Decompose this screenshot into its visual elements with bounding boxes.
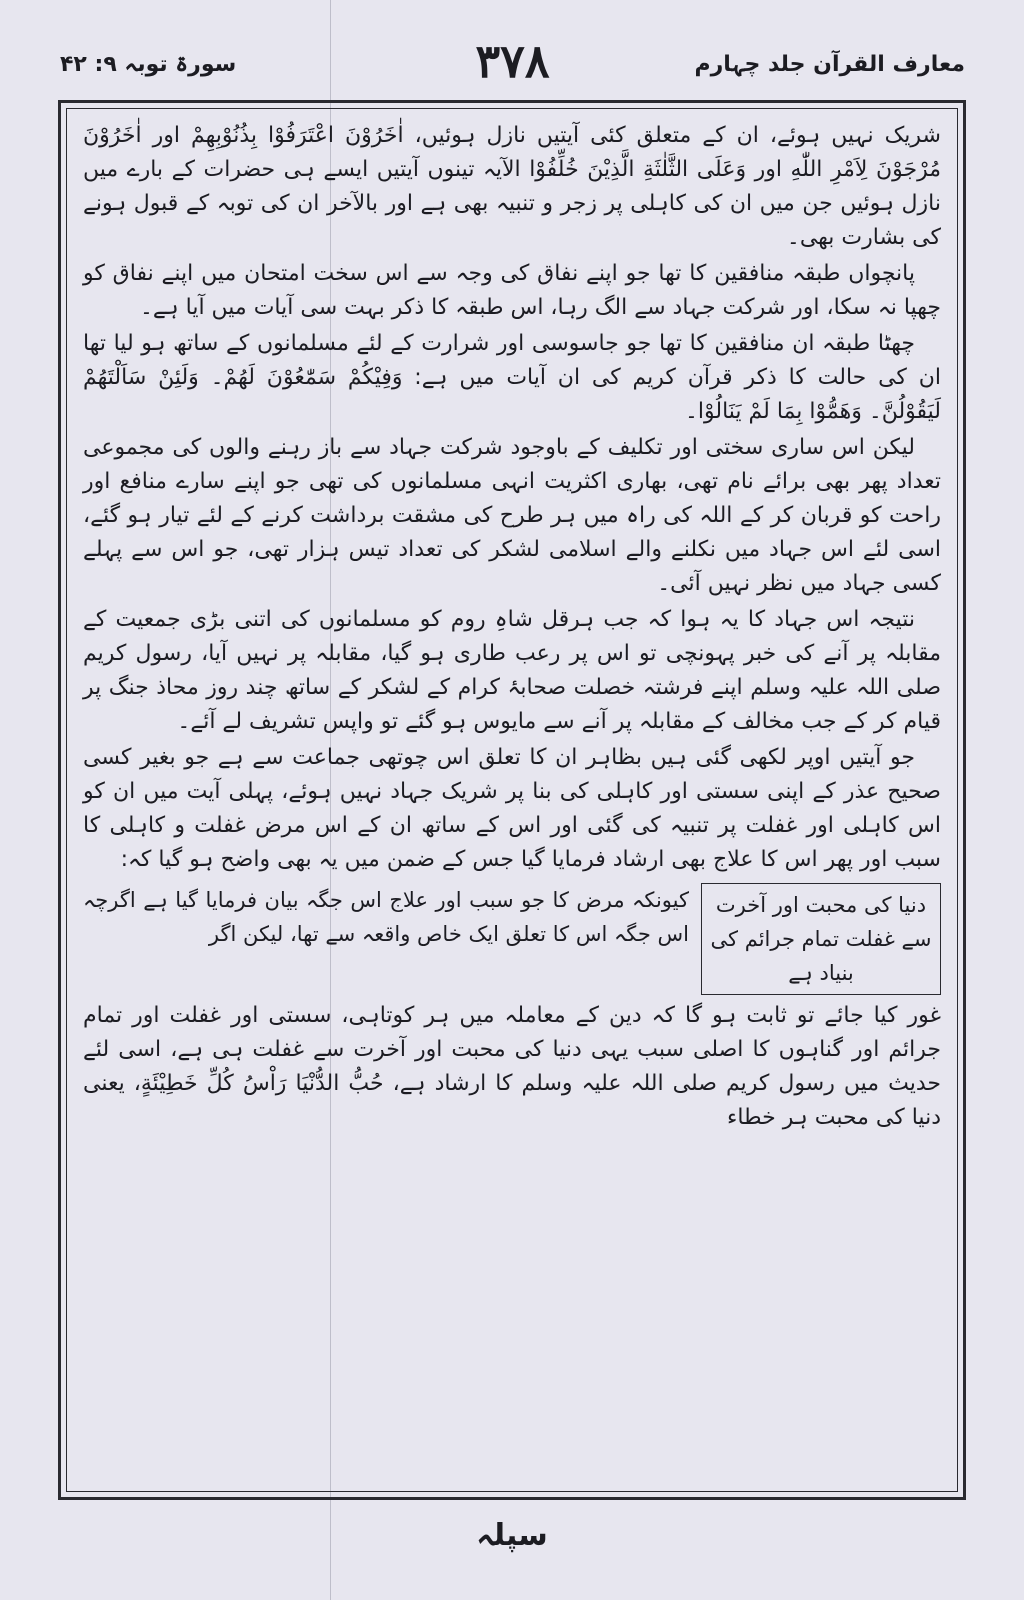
boxed-heading-row [83,883,941,995]
paragraph: جو آیتیں اوپر لکھی گئی ہیں بظاہر ان کا تعلق اس چوتھی جماعت سے ہے جو بغیر کسی صحیح عذر کے اپنی سستی اور کاہلی کی بنا پر شریک جہاد نہیں ہوئے، پہلی آیت میں ان کو اس کاہلی اور غفلت پر تنبیہ کی گئی اور اس کے ساتھ ان کے اس مرض غفلت و کاہلی کا سبب اور پھر اس کا علاج بھی ارشاد فرمایا گیا جس کے ضمن میں یہ بھی واضح ہو گیا کہ: [83,745,941,872]
paragraph: لیکن اس ساری سختی اور تکلیف کے باوجود شرکت جہاد سے باز رہنے والوں کی مجموعی تعداد پھر بھی برائے نام تھی، بھاری اکثریت انہی مسلمانوں کی تھی جو اپنے سارے منافع اور راحت کو قربان کر کے اللہ کی راہ میں ہر طرح کی مشقت برداشت کرنے کے لئے تیار ہو گئے، اسی لئے اس جہاد میں نکلنے والے اسلامی لشکر کی تعداد تیس ہزار تھی، جو اس سے پہلے کسی جہاد میں نظر نہیں آئی۔ [83,435,941,596]
boxed-heading: دنیا کی محبت اور آخرت سے غفلت تمام جرائم کی بنیاد ہے [701,883,941,995]
closing-paragraph: غور کیا جائے تو ثابت ہو گا کہ دین کے معاملہ میں ہر کوتاہی، سستی اور غفلت اور تمام جرائم اور گناہوں کا اصلی سبب یہی دنیا کی محبت اور آخرت سے غفلت ہی ہے، اسی لئے حدیث میں رسول کریم صلی اللہ علیہ وسلم کا ارشاد ہے، حُبُّ الدُّنْيَا رَاْسُ كُلِّ خَطِيْئَةٍ، یعنی دنیا کی محبت ہر خطاء [83,1003,941,1130]
page-number: ۳۷۸ [475,34,550,88]
footer-mark: سپلہ [476,1518,548,1553]
page-body [66,108,958,1492]
paragraph: چھٹا طبقہ ان منافقین کا تھا جو جاسوسی اور شرارت کے لئے مسلمانوں کے ساتھ ہو لیا تھا ان کی حالت کا ذکر قرآن کریم کی ان آیات میں ہے: وَفِيْكُمْ سَمّٰعُوْنَ لَهُمْ۔ وَلَئِنْ سَاَلْتَهُمْ لَيَقُوْلُنَّ۔ وَهَمُّوْا بِمَا لَمْ يَنَالُوْا۔ [83,331,941,424]
boxed-paragraph: کیونکہ مرض کا جو سبب اور علاج اس جگہ بیان فرمایا گیا ہے اگرچہ اس جگہ اس کا تعلق ایک خاص واقعہ سے تھا، لیکن اگر [83,888,689,946]
paragraph: شریک نہیں ہوئے، ان کے متعلق کئی آیتیں نازل ہوئیں، اٰخَرُوْنَ اعْتَرَفُوْا بِذُنُوْبِهِمْ اور اٰخَرُوْنَ مُرْجَوْنَ لِاَمْرِ اللّٰهِ اور وَعَلَى الثَّلٰثَةِ الَّذِيْنَ خُلِّفُوْا الآیہ تینوں آیتیں ایسے ہی حضرات کے بارے میں نازل ہوئیں جن میں ان کی کاہلی پر زجر و تنبیہ بھی ہے اور بالآخر ان کی توبہ کے قبول ہونے کی بشارت بھی۔ [83,123,941,250]
page-header [60,34,965,94]
surah-reference: سورۃ توبہ ۹: ۴۲ [60,52,237,77]
paragraph: نتیجہ اس جہاد کا یہ ہوا کہ جب ہرقل شاہِ روم کو مسلمانوں کی اتنی بڑی جمعیت کے مقابلہ پر آنے کی خبر پہونچی تو اس پر رعب طاری ہو گیا، مقابلہ پر نہیں آیا، رسول کریم صلی اللہ علیہ وسلم اپنے فرشتہ خصلت صحابۂ کرام کے لشکر کے ساتھ چند روز محاذ جنگ پر قیام کر کے جب مخالف کے مقابلہ پر آنے سے مایوس ہو گئے تو واپس تشریف لے آئے۔ [83,607,941,734]
book-title: معارف القرآن جلد چہارم [694,52,965,77]
paragraph: پانچواں طبقہ منافقین کا تھا جو اپنے نفاق کی وجہ سے اس سخت امتحان میں اپنے نفاق کو چھپا نہ سکا، اور شرکت جہاد سے الگ رہا، اس طبقہ کا ذکر بہت سی آیات میں آیا ہے۔ [83,261,941,320]
